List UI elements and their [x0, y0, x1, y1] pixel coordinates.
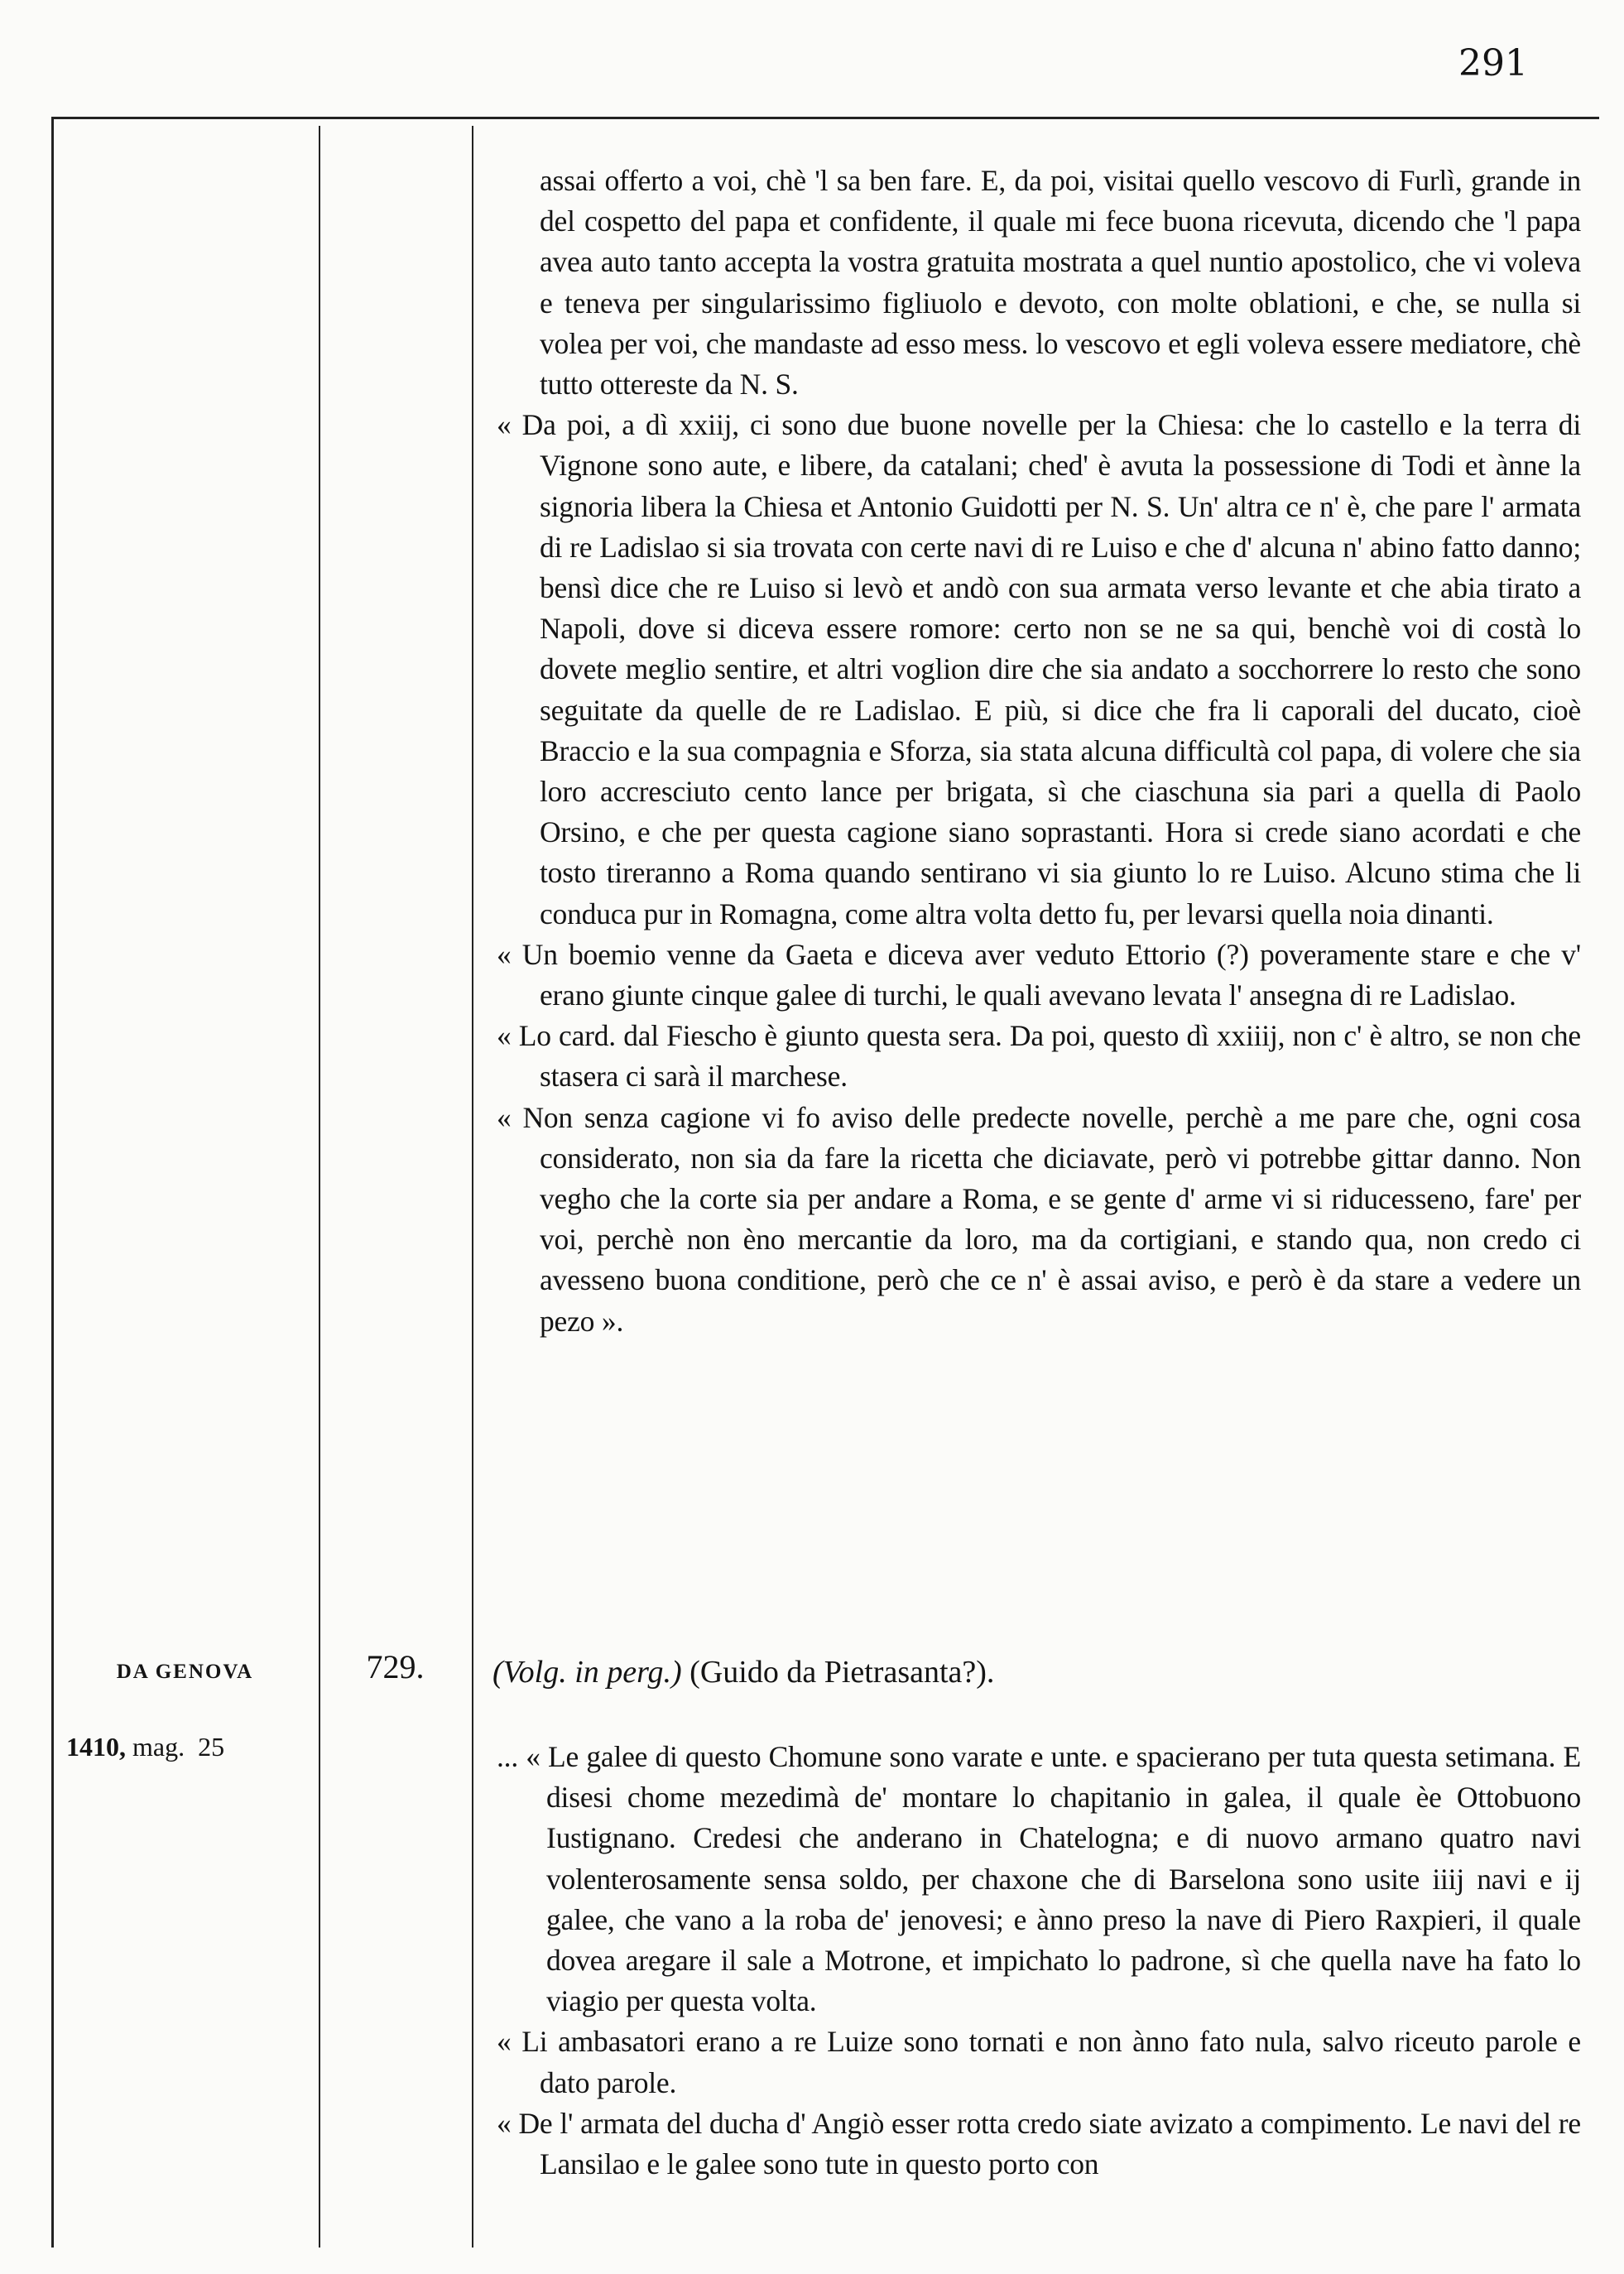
letter-body-1	[497, 161, 1581, 1342]
column-divider-2	[472, 126, 473, 2248]
paragraph-fiescho: « Lo card. dal Fiescho è giunto questa sera. Da poi, questo dì xxiiij, non c' è altro, se non che stasera ci sarà il marchese.	[497, 1019, 1581, 1094]
margin-border-left	[51, 118, 54, 2248]
date-year: 1410,	[66, 1732, 126, 1762]
document-number: 729.	[366, 1648, 425, 1685]
paragraph-galee: ... « Le galee di questo Chomune sono varate e unte. e spacierano per tuta questa setimana. E disesi chome mezedimà de' montare lo chapitanio in galea, il quale èe Ottobuono Iustignano. Credesi che anderano in Chatelogna; e di nuovo armano quatro navi volenterosamente sensa soldo, per chaxone che di Barselona sono usite iiij navi e ij galee, che vano a la roba de' jenovesi; e ànno preso la nave di Piero Raxpieri, il quale dovea aregare il sale a Motrone, et impichato lo padrone, sì che quella nave ha fato lo viagio per questa volta.	[497, 1740, 1581, 2018]
column-divider-1	[319, 126, 320, 2248]
paragraph-angio: « De l' armata del ducha d' Angiò esser rotta credo siate avizato a compimento. Le navi del re Lansilao e le galee sono tute in questo porto con	[497, 2106, 1581, 2181]
page-number: 291	[1458, 42, 1528, 84]
paragraph-ambasatori: « Li ambasatori erano a re Luize sono tornati e non ànno fato nula, salvo riceuto parole e dato parole.	[497, 2025, 1581, 2099]
margin-date	[66, 1732, 334, 1762]
heading-author: (Guido da Pietrasanta?).	[681, 1655, 995, 1690]
margin-place: DA GENOVA	[116, 1661, 254, 1683]
heading-source: (Volg. in perg.)	[492, 1655, 682, 1690]
paragraph-continuation: assai offerto a voi, chè 'l sa ben fare. E, da poi, visitai quello vescovo di Furlì, grande in del cospetto del papa et confidente, il quale mi fece buona ricevuta, dicendo che 'l papa avea auto tanto accepta la vostra gratuita mostrata a quel nuntio apostolico, che vi voleva e teneva per singularissimo figliuolo e devoto, con molte oblationi, e che, se nulla si volea per voi, che mandaste ad esso mess. lo vescovo et egli voleva essere mediatore, chè tutto ottereste da N. S.	[540, 164, 1581, 401]
letter-body-2	[497, 1737, 1581, 2185]
top-rule	[51, 117, 1599, 119]
paragraph-boemio: « Un boemio venne da Gaeta e diceva aver veduto Ettorio (?) poveramente stare e che v' erano giunte cinque galee di turchi, le quali avevano levata l' ansegna di re Ladislao.	[497, 937, 1581, 1012]
paragraph-cagione: « Non senza cagione vi fo aviso delle predecte novelle, perchè a me pare che, ogni cosa considerato, non sia da fare la ricetta che diciavate, però vi potrebbe gittar danno. Non vegho che la corte sia per andare a Roma, e se gente d' arme vi si riducesseno, fare' per voi, perchè non èno mercantie da loro, ma da cortigiani, e stando qua, non credo ci avesseno buona conditione, però che ce n' è assai aviso, e però è da stare a vedere un pezo ».	[497, 1100, 1581, 1338]
paragraph-vignone: « Da poi, a dì xxiij, ci sono due buone novelle per la Chiesa: che lo castello e la terra di Vignone sono aute, e libere, da catalani; ched' è avuta la possessione di Todi et ànne la signoria libera la Chiesa et Antonio Guidotti per N. S. Un' altra ce n' è, che pare l' armata di re Ladislao si sia trovata con certe navi di re Luiso e che d' alcuna n' abino fatto danno; bensì dice che re Luiso si levò et andò con sua armata verso levante et che abia tirato a Napoli, dove si diceva essere romore: certo non se ne sa qui, benchè voi di costà lo dovete meglio sentire, et altri voglion dire che sia andato a socchorrere lo resto che sono seguitate da quelle de re Ladislao. E più, si dice che fra li caporali del ducato, cioè Braccio e la sua compagnia e Sforza, sia stata alcuna difficultà col papa, di volere che sia loro accresciuto cento lance per brigata, sì che ciaschuna sia pari a quella di Paolo Orsino, e che per questa cagione siano soprastanti. Hora si crede siano acordati e che tosto tireranno a Roma quando sentirano vi sia giunto lo re Luiso. Alcuno stima che li conduca pur in Romagna, come altra volta detto fu, per levarsi quella noia dinanti.	[497, 408, 1581, 930]
document-heading	[492, 1651, 994, 1693]
date-day: mag. 25	[132, 1732, 225, 1762]
